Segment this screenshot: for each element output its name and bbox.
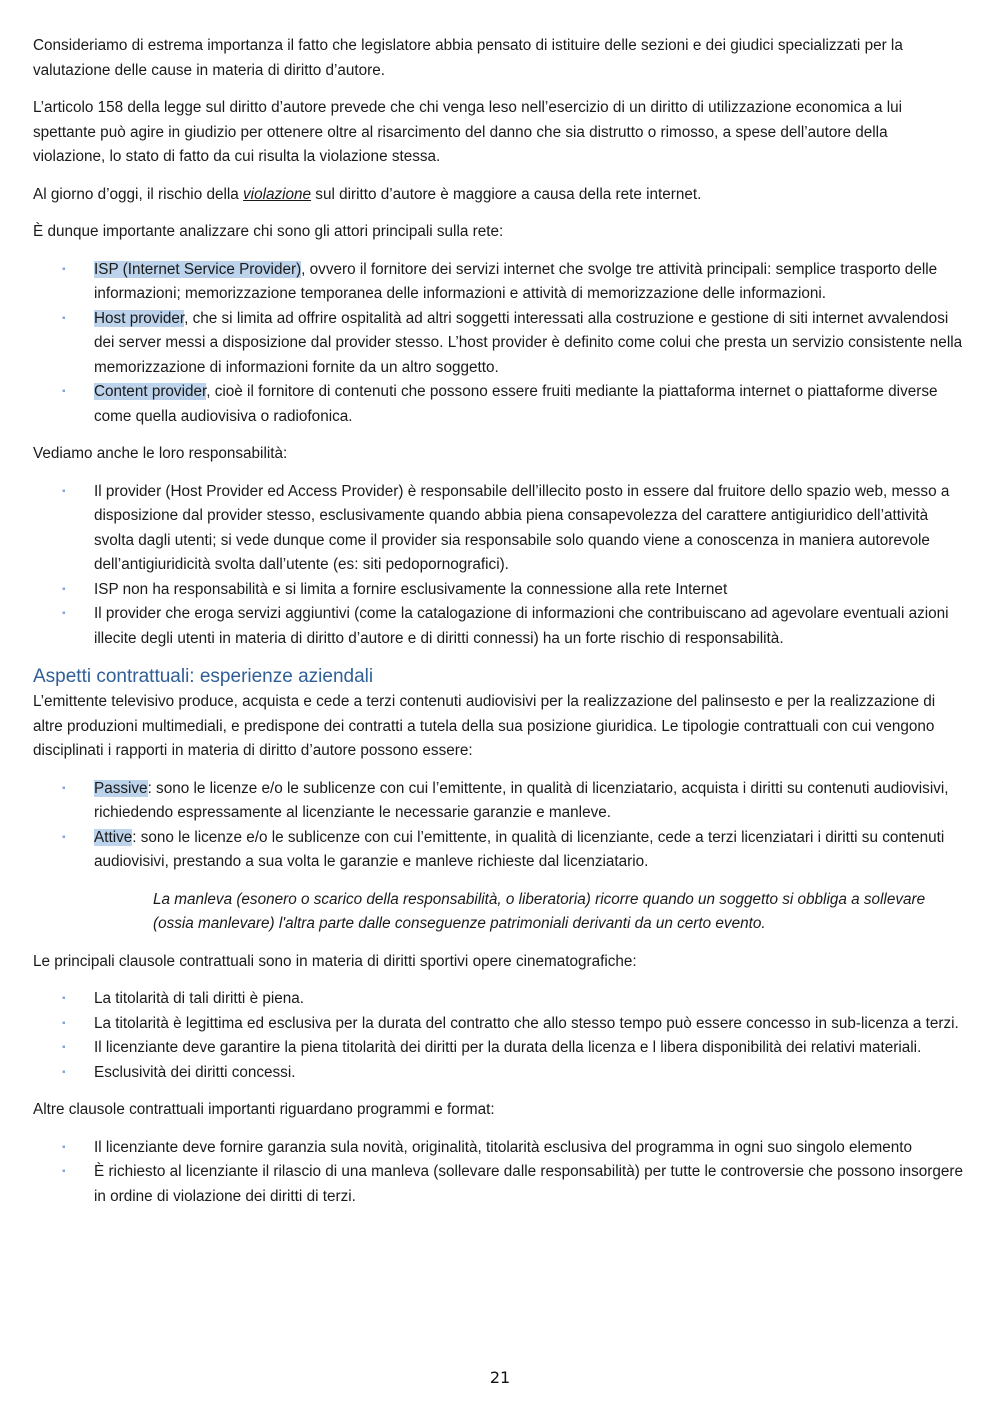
paragraph-actors-intro: È dunque importante analizzare chi sono gli attori principali sulla rete: <box>33 223 504 240</box>
list-item: ▪ Il licenziante deve garantire la piena titolarità dei diritti per la durata della licenza e l libera disponibilità dei relativi materiali. <box>33 1036 963 1061</box>
list-item-text: : sono le licenze e/o le sublicenze con cui l’emittente, in qualità di licenziatario, acquista i diritti su contenuti audiovisivi, richiedendo espressamente al licenziante le necessarie garanzie e manleve. <box>94 779 949 821</box>
list-item-text: , che si limita ad offrire ospitalità ad altri soggetti interessati alla costruzione e gestione di siti internet avvalendosi dei server messi a disposizione dal provider stesso. L’host provider è definito come colui che presta un servizio consistente nella memorizzazione di informazioni fornite da un altro soggetto. <box>94 309 963 376</box>
text-segment: sul diritto d’autore è maggiore a causa della rete internet. <box>311 185 702 203</box>
list-item: ▪ La titolarità è legittima ed esclusiva per la durata del contratto che allo stesso tempo può essere concesso in sub-licenza a terzi. <box>33 1012 963 1037</box>
paragraph-article-158: L’articolo 158 della legge sul diritto d’autore prevede che chi venga leso nell’esercizio di un diritto di utilizzazione economica a lui spettante può agire in giudizio per ottenere oltre al risarcimento del danno che sia distrutto o rimosso, a spese dell’autore della violazione, lo stato di fatto da cui risulta la violazione stessa. <box>33 99 903 165</box>
list-item: ▪ Esclusività dei diritti concessi. <box>33 1061 963 1086</box>
emphasis-violazione: violazione <box>243 185 312 203</box>
paragraph-main-clauses: Le principali clausole contrattuali sono in materia di diritti sportivi opere cinematografiche: <box>33 952 637 970</box>
contract-types-list <box>33 777 963 875</box>
list-item-text: , cioè il fornitore di contenuti che possono essere fruiti mediante la piattaforma internet o piattaforme diverse come quella audiovisiva o radiofonica. <box>94 383 938 425</box>
quote-manleva: La manleva (esonero o scarico della responsabilità, o liberatoria) ricorre quando un soggetto si obbliga a sollevare (ossia manlevare) l'altra parte dalle conseguenze patrimoniali derivanti da un certo evento. <box>153 890 926 932</box>
highlighted-term: Content provider <box>94 383 207 400</box>
list-item: ▪ ISP non ha responsabilità e si limita a fornire esclusivamente la connessione alla rete Internet <box>33 578 963 603</box>
list-item-active <box>33 826 963 875</box>
section-heading: Aspetti contrattuali: esperienze aziendali <box>33 666 374 687</box>
paragraph-format-clauses: Altre clausole contrattuali importanti riguardano programmi e format: <box>33 1101 495 1118</box>
list-item-text: : sono le licenze e/o le sublicenze con cui l’emittente, in qualità di licenziante, cede a terzi licenziatari i diritti su contenuti audiovisivi, prestando a sua volta le garanzie e manleve richieste dal licenziatario. <box>94 828 945 870</box>
list-item: ▪ Il licenziante deve fornire garanzia sula novità, originalità, titolarità esclusiva del programma in ogni suo singolo elemento <box>33 1136 963 1161</box>
list-item: ▪ La titolarità di tali diritti è piena. <box>33 987 963 1012</box>
list-item-passive <box>33 777 963 826</box>
text-segment: Al giorno d’oggi, il rischio della <box>33 185 244 203</box>
paragraph-broadcaster: L’emittente televisivo produce, acquista e cede a terzi contenuti audiovisivi per la realizzazione del palinsesto e per la realizzazione di altre produzioni multimediali, e predispone dei contratti a tutela della sua posizione giuridica. Le tipologie contrattuali con cui vengono disciplinati i rapporti in materia di diritto d’autore possono essere: <box>33 693 936 759</box>
paragraph-internet-risk <box>33 183 963 208</box>
responsibilities-list <box>33 480 963 652</box>
highlighted-term: ISP (Internet Service Provider) <box>94 260 302 278</box>
list-item: ▪ È richiesto al licenziante il rilascio di una manleva (sollevare dalle responsabilità) per tutte le controversie che possono insorgere in ordine di violazione dei diritti di terzi. <box>33 1160 963 1209</box>
highlighted-term: Host provider <box>94 309 185 327</box>
format-clauses-list <box>33 1136 963 1210</box>
highlighted-term: Attive <box>94 828 133 846</box>
list-item: ▪ Il provider (Host Provider ed Access Provider) è responsabile dell’illecito posto in essere dal fruitore dello spazio web, messo a disposizione dal provider stesso, esclusivamente quando abbia piena consapevolezza del carattere antigiuridico dell’attività svolta dagli utenti; si vede dunque come il provider sia responsabile solo quando viene a conoscenza in maniera autorevole dell’antigiuridicità svolta dall’utente (es: siti pedopornografici). <box>33 480 963 578</box>
list-item-text: , ovvero il fornitore dei servizi internet che svolge tre attività principali: semplice trasporto delle informazioni; memorizzazione temporanea delle informazioni e attività di memorizzazione delle informazioni. <box>94 260 938 302</box>
list-item: ▪ Il provider che eroga servizi aggiuntivi (come la catalogazione di informazioni che contribuiscano ad agevolare eventuali azioni illecite degli utenti in materia di diritto d’autore e di diritti connessi) ha un forte rischio di responsabilità. <box>33 602 963 651</box>
actors-list <box>33 258 963 430</box>
list-item-host-provider <box>33 307 963 381</box>
paragraph-responsibilities-intro: Vediamo anche le loro responsabilità: <box>33 445 288 462</box>
document-page <box>33 34 963 1222</box>
paragraph-specialized-courts: Consideriamo di estrema importanza il fatto che legislatore abbia pensato di istituire delle sezioni e dei giudici specializzati per la valutazione delle cause in materia di diritto d’autore. <box>33 37 903 79</box>
highlighted-term: Passive <box>94 779 148 797</box>
list-item-isp <box>33 258 963 307</box>
page-number: 21 <box>489 1368 511 1387</box>
clauses-list <box>33 987 963 1085</box>
list-item-content-provider <box>33 380 963 429</box>
